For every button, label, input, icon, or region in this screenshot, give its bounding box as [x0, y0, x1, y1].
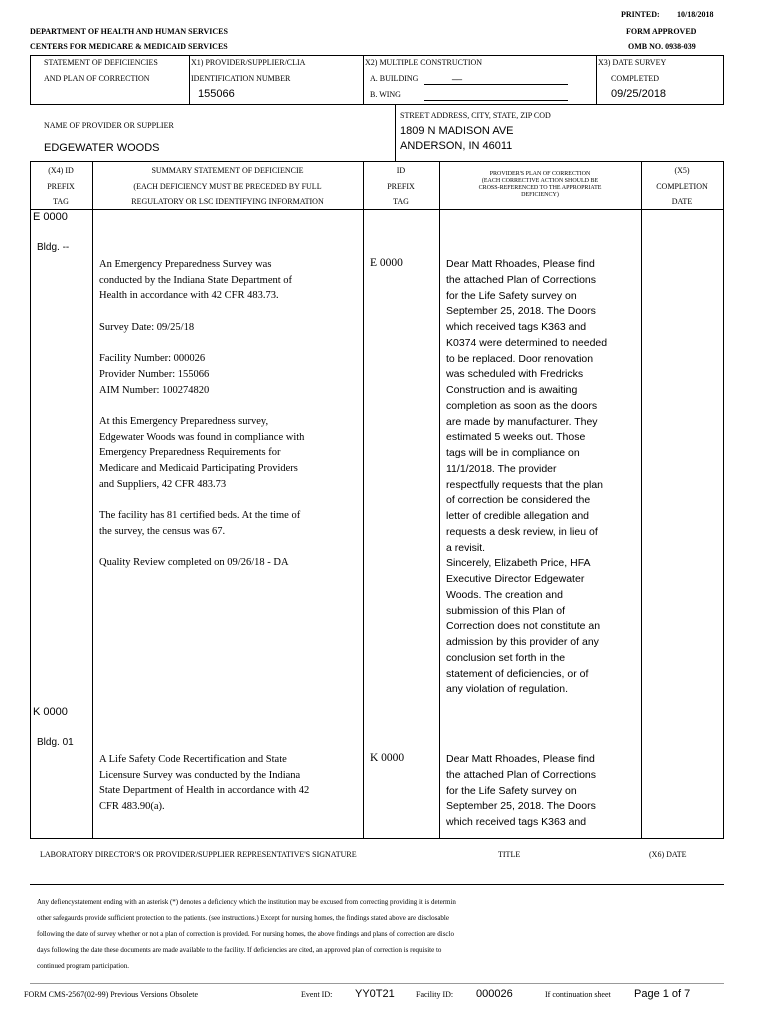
k-plan: Dear Matt Rhoades, Please find the attached Plan of Corrections for the Life Safety survey on September 25, 2018. The Doors which received tags K363 and — [446, 753, 597, 828]
provider-name-value: EDGEWATER WOODS — [44, 142, 160, 154]
x5-header-1: (X5) — [674, 166, 690, 175]
e-plan: Dear Matt Rhoades, Please find the attached Plan of Corrections for the Life Safety survey on September 25, 2018. The Doors which received tags K363 and K0374 were determined to needed to be replaced. Door renovation was scheduled with Fredricks Construction and is awaiting completion as soon as the doors are made by manufacturer. They estimated 5 weeks out. Those tags will be in compliance on 11/1/2018. The provider respectfully requests that the plan of correction be considered the letter of credible allegation and requests a desk review, in lieu of a revisit. Sincerely, Elizabeth Price, HFA Executive Director Edgewater Woods. The creation and submission of this Plan of Correction does not constitute an admission by this provider of any conclusion set forth in the statement of deficiencies, or of any violation of regulation. — [446, 258, 608, 696]
omb-number: OMB NO. 0938-039 — [628, 42, 696, 51]
summary-header-1: SUMMARY STATEMENT OF DEFICIENCIE — [151, 166, 304, 175]
footnote-line-2: other safegaurds provide sufficient protection to the patients. (see instructions.) Except for nursing homes, the findings stated above are disclosable — [37, 914, 449, 922]
form-number: FORM CMS-2567(02-99) Previous Versions Obsolete — [24, 990, 199, 999]
x2-label: X2) MULTIPLE CONSTRUCTION — [365, 58, 483, 67]
printed-date: 10/18/2018 — [677, 10, 714, 19]
address-line-2: ANDERSON, IN 46011 — [400, 140, 513, 152]
footnote-line-5: continued program participation. — [37, 962, 129, 970]
id-header-1: ID — [396, 166, 406, 175]
printed-label: PRINTED: — [621, 10, 660, 19]
x5-header-2: COMPLETION — [656, 182, 708, 191]
facility-id-value: 000026 — [476, 988, 513, 1000]
provider-id-value: 155066 — [198, 88, 235, 100]
x5-header-3: DATE — [671, 197, 693, 206]
plan-header-2: (EACH CORRECTIVE ACTION SHOULD BE — [481, 178, 599, 184]
k-summary: A Life Safety Code Recertification and State Licensure Survey was conducted by the Indiana State Department of Health in accordance with 42 CFR 483.90(a). — [99, 754, 310, 813]
x6-date-label: (X6) DATE — [649, 850, 687, 859]
x4-header-2: PREFIX — [47, 182, 75, 191]
x1-label-2: IDENTIFICATION NUMBER — [191, 74, 291, 83]
footnote-line-4: days following the date these documents are made available to the facility. If deficiencies are cited, an approved plan of correction is requisite to — [37, 946, 442, 954]
e-id-tag: E 0000 — [370, 257, 403, 269]
k-id-tag: K 0000 — [370, 752, 405, 764]
statement-label-2: AND PLAN OF CORRECTION — [44, 74, 150, 83]
provider-name-label: NAME OF PROVIDER OR SUPPLIER — [44, 121, 174, 130]
facility-id-label: Facility ID: — [416, 990, 454, 999]
survey-date-value: 09/25/2018 — [611, 88, 667, 100]
statement-label-1: STATEMENT OF DEFICIENCIES — [44, 58, 158, 67]
department-title: DEPARTMENT OF HEALTH AND HUMAN SERVICES — [30, 27, 228, 36]
id-header-2: PREFIX — [387, 182, 415, 191]
title-label: TITLE — [498, 850, 521, 859]
form-approved: FORM APPROVED — [626, 27, 697, 36]
event-id-value: YY0T21 — [355, 988, 395, 1000]
address-line-1: 1809 N MADISON AVE — [400, 125, 514, 137]
plan-header — [439, 171, 641, 199]
plan-header-4: DEFICIENCY) — [521, 192, 559, 198]
k-tag: K 0000 — [33, 706, 68, 718]
k-building: Bldg. 01 — [37, 737, 74, 748]
footnote — [37, 894, 727, 974]
footnote-line-3: following the date of survey whether or not a plan of correction is provided. For nursing homes, the above findings and plans of correction are disclo — [37, 930, 454, 938]
building-value: __ — [452, 70, 463, 80]
e-tag: E 0000 — [33, 211, 68, 223]
x3-label-2: COMPLETED — [611, 74, 659, 83]
wing-label: B. WING — [370, 90, 401, 99]
signature-label: LABORATORY DIRECTOR'S OR PROVIDER/SUPPLIER REPRESENTATIVE'S SIGNATURE — [40, 850, 357, 859]
plan-header-1: PROVIDER'S PLAN OF CORRECTION — [489, 171, 591, 177]
id-header-3: TAG — [393, 197, 409, 206]
footnote-line-1: Any defiencystatement ending with an asterisk (*) denotes a deficiency which the institution may be excused from correcting providing it is determin — [37, 898, 456, 906]
page-number: Page 1 of 7 — [634, 988, 691, 1000]
e-summary: An Emergency Preparedness Survey was conducted by the Indiana State Department of Health in accordance with 42 CFR 483.73. Survey Date: 09/25/18 Facility Number: 000026 Provider Number: 155066 AIM Number: 100274820 At this Emergency Preparedness survey, Edgewater Woods was found in compliance with Emergency Preparedness Requirements for Medicare and Medicaid Participating Providers and Suppliers, 42 CFR 483.73 The facility has 81 certified beds. At the time of the survey, the census was 67. Quality Review completed on 09/26/18 - DA — [99, 259, 305, 569]
summary-header-3: REGULATORY OR LSC IDENTIFYING INFORMATION — [131, 197, 324, 206]
centers-title: CENTERS FOR MEDICARE & MEDICAID SERVICES — [30, 42, 228, 51]
x1-label-1: X1) PROVIDER/SUPPLIER/CLIA — [191, 58, 306, 67]
address-label: STREET ADDRESS, CITY, STATE, ZIP COD — [400, 111, 551, 120]
event-id-label: Event ID: — [301, 990, 333, 999]
continuation-label: If continuation sheet — [545, 990, 611, 999]
summary-header-2: (EACH DEFICIENCY MUST BE PRECEDED BY FULL — [133, 182, 322, 191]
building-label: A. BUILDING — [370, 74, 419, 83]
x4-header-1: (X4) ID — [48, 166, 74, 175]
e-building: Bldg. -- — [37, 242, 70, 253]
x3-label-1: X3) DATE SURVEY — [598, 58, 667, 67]
plan-header-3: CROSS-REFERENCED TO THE APPROPRIATE — [478, 185, 602, 191]
x4-header-3: TAG — [53, 197, 69, 206]
